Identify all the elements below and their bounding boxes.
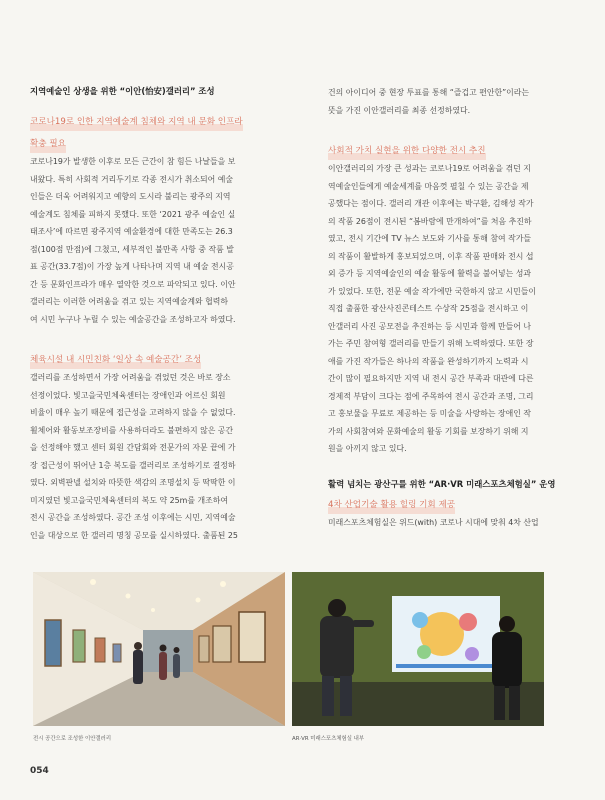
paragraph-location (30, 369, 268, 544)
text-line: 의 작품 26점이 전시된 “봄바람에 만개하여”를 처음 추진하 (328, 216, 532, 226)
text-line: 미래스포츠체험실은 위드(with) 코로나 시대에 맞춰 4차 산업 (328, 517, 539, 527)
text-line: 였다. 외벽판넬 설치와 따뜻한 색감의 조명설치 등 딱딱한 이 (30, 478, 236, 487)
text-line: 공했다는 점이다. 갤러리 개관 이후에는 박구환, 김해성 작가 (328, 199, 534, 208)
text-line: 전시 공간을 조성하였다. 공간 조성 이후에는 시민, 지역예술 (30, 513, 236, 522)
paragraph-exhibitions (328, 160, 566, 458)
subheading-covid-highlight-2 (30, 136, 66, 153)
paragraph-name-selection (328, 84, 566, 119)
text-line: 애를 가진 작가들은 하나의 작품을 완성하기까지 노력과 시 (328, 356, 529, 366)
text-line: 가는 주민 참여형 갤러리를 만들기 위해 노력하였다. 또한 장 (328, 339, 534, 348)
page-number: 054 (30, 766, 49, 776)
text-line: 휠체어와 활동보조장비를 사용하더라도 불편하지 않은 공간 (30, 425, 234, 435)
subheading-covid-line1: 코로나19로 인한 지역예술계 침체와 지역 내 문화 인프라 (30, 117, 243, 127)
text-line: 건의 아이디어 중 현장 투표를 통해 “즐겁고 편안한”이라는 (328, 88, 530, 97)
text-line: 미지였던 빛고을국민체육센터의 복도 약 25m를 개조하여 (30, 495, 228, 505)
text-line: 안갤러리 사진 공모전을 추진하는 등 시민과 함께 만들어 나 (328, 321, 532, 331)
text-line: 의 작품이 활발하게 홍보되었으며, 이후 작품 판매와 전시 섭 (328, 251, 534, 261)
text-line: 원을 아끼지 않고 있다. (328, 444, 407, 453)
text-line: 코로나19가 발생한 이후로 모든 근간이 참 힘든 나날들을 보 (30, 157, 236, 166)
text-line: 여 시민 누구나 누릴 수 있는 예술공간을 조성하고자 하였다. (30, 314, 236, 324)
subheading-4th-industry-highlight (328, 497, 455, 514)
text-line: 가의 사회참여와 문화예술의 활동 기회를 보장하기 위해 지 (328, 426, 529, 436)
text-line: 가 있었다. 또한, 전문 예술 작가에만 국한하지 않고 시민들이 (328, 286, 537, 296)
left-column (30, 84, 268, 544)
text-line: 태조사’에 따르면 광주지역 예술환경에 대한 만족도는 26.3 (30, 227, 233, 236)
subheading-daily-art-highlight (30, 352, 201, 369)
subheading-4th-industry: 4차 산업기술 활용 힐링 기회 제공 (328, 499, 456, 510)
subheading-daily-art: 체육시설 내 시민친화 ‘일상 속 예술공간’ 조성 (30, 355, 202, 365)
gallery-corridor-illustration (33, 572, 285, 726)
section-heading-gallery: 지역예술인 상생을 위한 “이안(怡安)갤러리” 조성 (30, 86, 215, 96)
caption-gallery-photo: 전시 공간으로 조성한 이안갤러리 (33, 736, 112, 742)
arvr-room-photo (292, 572, 544, 726)
text-line: 였고, 전시 기간에 TV 뉴스 보도와 기사를 통해 참여 작가들 (328, 234, 531, 243)
text-line: 갤러리를 조성하면서 가장 어려움을 겪었던 것은 바로 장소 (30, 373, 231, 382)
text-line: 장 접근성이 뛰어난 1층 복도를 갤러리로 조성하기로 결정하 (30, 460, 236, 470)
text-line: 비율이 매우 높기 때문에 접근성을 고려하지 않을 수 없었다. (30, 408, 236, 417)
text-line: 을 선정해야 했고 센터 회원 간담회와 전문가의 자문 끝에 가 (30, 443, 236, 452)
text-line: 갤러리는 이러한 어려움을 겪고 있는 지역예술계와 협력하 (30, 297, 228, 306)
section-heading-arvr: 활력 넘치는 광산구를 위한 “AR·VR 미래스포츠체험실” 운영 (328, 478, 556, 489)
arvr-room-illustration (292, 572, 544, 726)
subheading-covid-line2: 확충 필요 (30, 139, 66, 149)
subheading-covid-highlight (30, 114, 243, 131)
paragraph-covid (30, 153, 268, 328)
text-line: 선정이었다. 빛고을국민체육센터는 장애인과 어르신 회원 (30, 390, 226, 400)
text-line: 뜻을 가진 이안갤러리를 최종 선정하였다. (328, 105, 471, 115)
caption-arvr-photo: AR·VR 미래스포츠체험실 내부 (292, 736, 365, 742)
text-line: 간 등 문화인프라가 매우 열악한 것으로 파악되고 있다. 이안 (30, 279, 236, 289)
text-line: 간이 많이 필요하지만 지역 내 전시 공간 부족과 대관에 다른 (328, 374, 534, 383)
text-line: 인들은 더욱 어려워지고 예향의 도시라 불리는 광주의 지역 (30, 192, 231, 201)
text-line: 예술계도 침체를 피하지 못했다. 또한 ‘2021 광주 예술인 실 (30, 209, 236, 219)
text-line: 역예술인들에게 예술세계를 마음껏 펼칠 수 있는 공간을 제 (328, 181, 529, 191)
text-line: 고 홍보물을 무료로 제공하는 등 미술을 사랑하는 장애인 작 (328, 409, 532, 418)
text-line: 외 증가 등 지역예술인의 예술 활동에 활력을 불어넣는 성과 (328, 269, 532, 278)
right-column (328, 84, 566, 531)
paragraph-arvr (328, 514, 566, 532)
subheading-social-value: 사회적 가치 실현을 위한 다양한 전시 추진 (328, 146, 486, 156)
text-line: 경제적 부담이 크다는 점에 주목하여 전시 공간과 조명, 그리 (328, 391, 534, 401)
gallery-corridor-photo (33, 572, 285, 726)
text-line: 표 공간(33.7점)이 가장 높게 나타나며 지역 내 예술 전시공 (30, 262, 234, 271)
text-line: 직접 출품한 광산사진콘테스트 수상작 25점을 전시하고 이 (328, 304, 529, 313)
text-line: 내왔다. 특히 사회적 거리두기로 각종 전시가 취소되어 예술 (30, 174, 234, 184)
text-line: 인을 대상으로 한 갤러리 명칭 공모를 실시하였다. 출품된 25 (30, 530, 238, 540)
subheading-social-value-highlight (328, 143, 486, 160)
text-line: 점(100점 만점)에 그쳤고, 세부적인 불만족 사항 중 작품 발 (30, 244, 234, 254)
text-line: 이안갤러리의 가장 큰 성과는 코로나19로 어려움을 겪던 지 (328, 164, 531, 173)
